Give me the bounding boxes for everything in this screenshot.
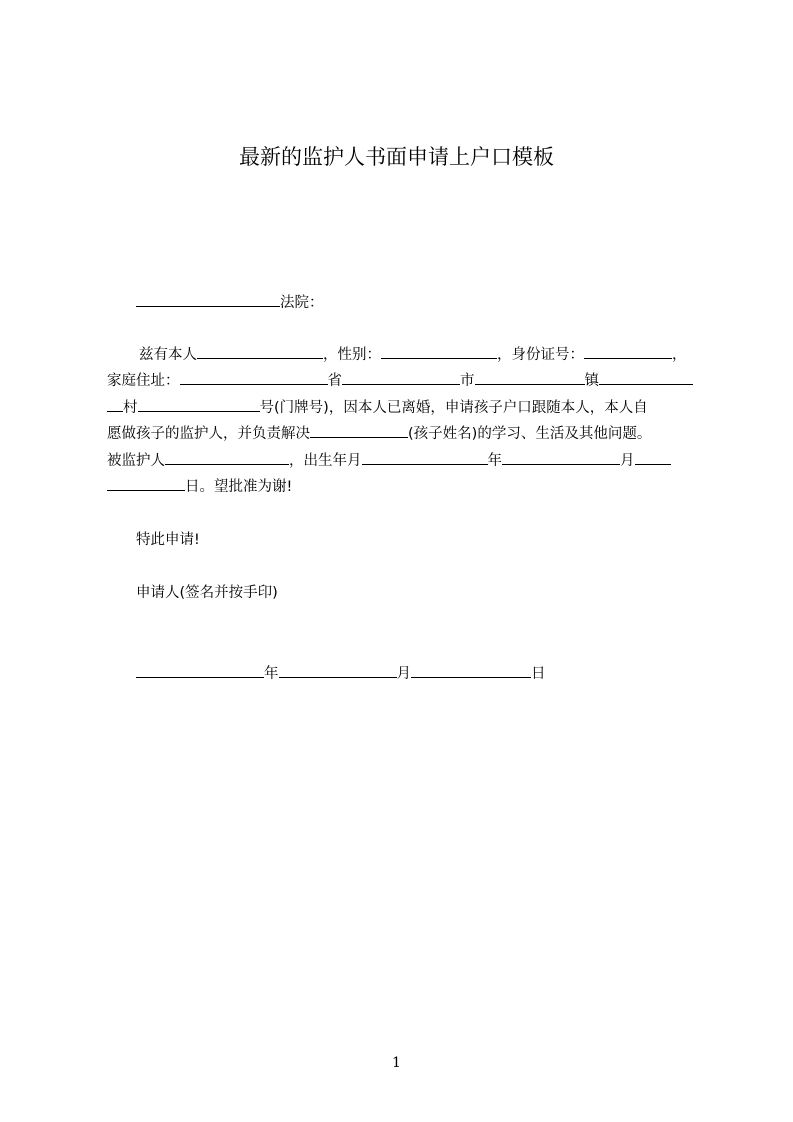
text: 年 — [487, 453, 502, 469]
text: 镇 — [584, 373, 599, 389]
para-line-5 — [107, 447, 671, 474]
text: 号(门牌号)，因本人已离婚，申请孩子户口跟随本人，本人自 — [259, 400, 648, 416]
text: 愿做孩子的监护人，并负责解决 — [107, 426, 310, 442]
gender-blank[interactable] — [381, 341, 497, 359]
para-line-4 — [107, 420, 651, 447]
date-day-blank[interactable] — [411, 660, 531, 678]
date-line — [136, 660, 546, 687]
date-year-label: 年 — [264, 666, 279, 682]
court-line — [136, 289, 324, 316]
birth-day-blank-a[interactable] — [635, 447, 671, 465]
city-blank[interactable] — [342, 367, 460, 385]
para-line-3 — [107, 394, 648, 421]
child-name-blank[interactable] — [310, 420, 408, 438]
text: 日。望批准为谢! — [185, 479, 293, 495]
date-month-label: 月 — [396, 666, 411, 682]
town-blank[interactable] — [475, 367, 585, 385]
para-line-6 — [107, 473, 292, 500]
text: 市 — [460, 373, 475, 389]
date-month-blank[interactable] — [279, 660, 397, 678]
text: ，出生年月 — [289, 453, 362, 469]
text: 被监护人 — [107, 453, 165, 469]
birth-year-blank[interactable] — [362, 447, 488, 465]
id-number-blank[interactable] — [584, 341, 672, 359]
applicant-signature-label: 申请人(签名并按手印) — [136, 585, 278, 601]
text: 村 — [123, 400, 138, 416]
date-year-blank[interactable] — [136, 660, 264, 678]
province-blank[interactable] — [180, 367, 328, 385]
text: 家庭住址： — [107, 373, 180, 389]
page-number: 1 — [392, 1055, 401, 1071]
text: 省 — [327, 373, 342, 389]
document-title: 最新的监护人书面申请上户口模板 — [239, 145, 554, 169]
village-blank-b[interactable] — [107, 394, 123, 412]
text: 月 — [620, 453, 635, 469]
house-number-blank[interactable] — [138, 394, 260, 412]
court-blank[interactable] — [136, 289, 280, 307]
text: ， — [672, 347, 687, 363]
text: (孩子姓名)的学习、生活及其他问题。 — [408, 426, 652, 442]
birth-day-blank-b[interactable] — [107, 473, 185, 491]
special-request: 特此申请! — [136, 532, 200, 548]
village-blank-a[interactable] — [599, 367, 693, 385]
para-line-1 — [139, 341, 687, 368]
ward-name-blank[interactable] — [165, 447, 289, 465]
text: ，身份证号： — [497, 347, 584, 363]
text: ，性别： — [323, 347, 381, 363]
para-line-2 — [107, 367, 693, 394]
text: 兹有本人 — [139, 347, 197, 363]
date-day-label: 日 — [531, 666, 546, 682]
name-blank[interactable] — [197, 341, 323, 359]
birth-month-blank[interactable] — [502, 447, 620, 465]
court-label: 法院： — [280, 295, 324, 311]
